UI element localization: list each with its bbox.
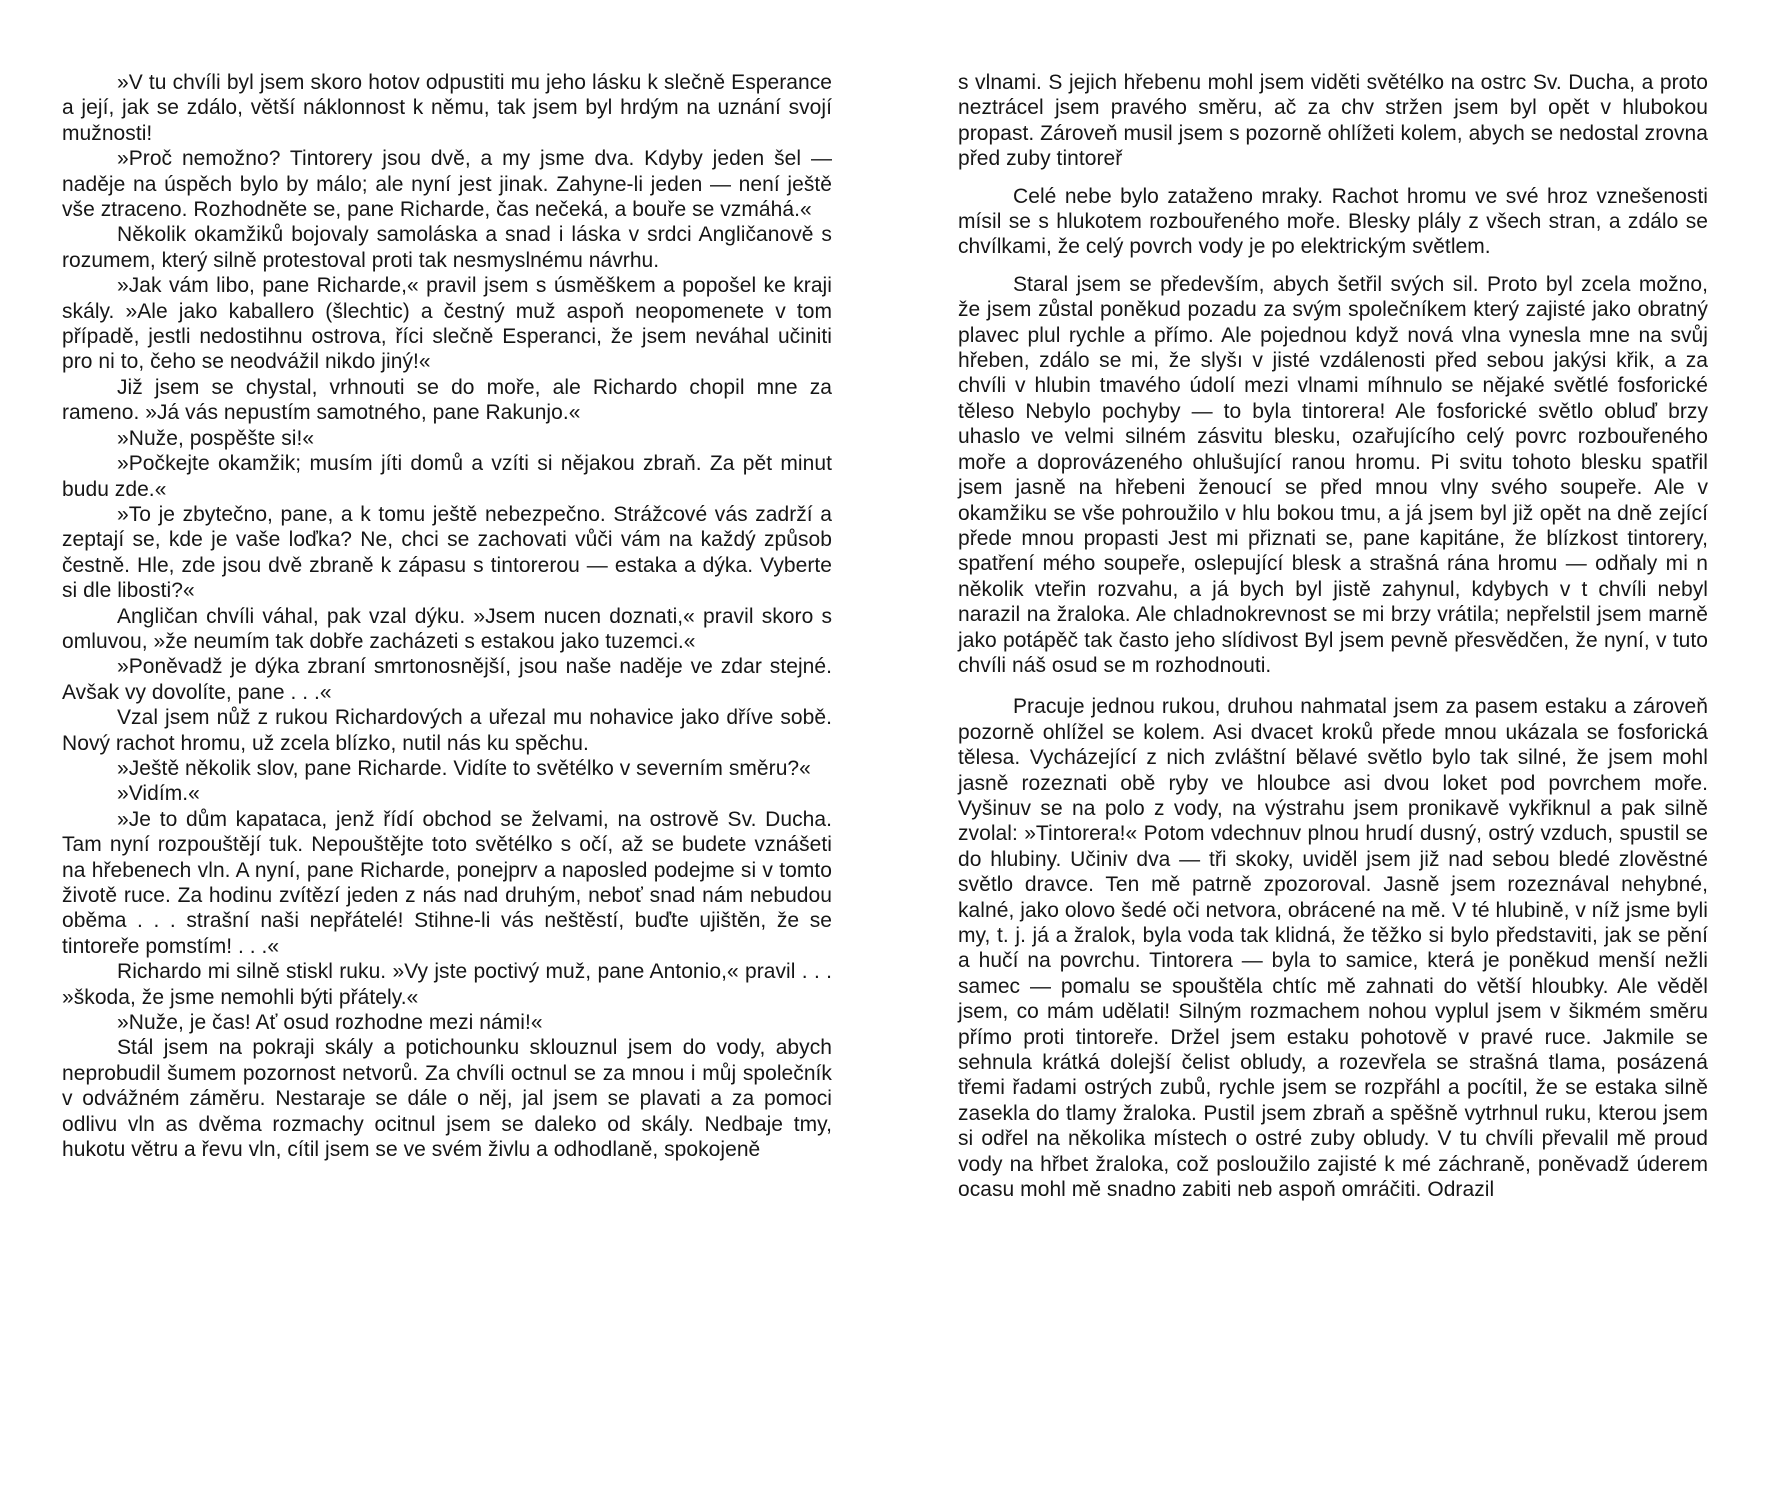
right-page [888, 0, 1776, 1500]
paragraph: »Proč nemožno? Tintorery jsou dvě, a my jsme dva. Kdyby jeden šel — naděje na úspěch bylo by málo; ale nyní jest jinak. Zahyne-li jeden — není ještě vše ztraceno. Rozhodněte se, pane Richarde, čas nečeká, a bouře se vzmáhá.« [62, 147, 832, 222]
paragraph: Pracuje jednou rukou, druhou nahmatal jsem za pasem estaku a zároveň pozorně ohlížel se kolem. Asi dvacet kroků přede mnou ukázala se fosforická tělesa. Vycházející z nich zvláštní bělavé světlo bylo tak silné, že jsem mohl jasně rozeznati obě ryby ve hloubce asi dvou loket pod povrchem moře. Vyšinuv se na polo z vody, na výstrahu jsem pronikavě vykřiknul a pak silně zvolal: »Tintorera!« Potom vdechnuv plnou hrudí dusný, ostrý vzduch, spustil se do hlubiny. Učiniv dva — tři skoky, uviděl jsem již nad sebou bledé zlověstné světlo dravce. Ten mě patrně zpozoroval. Jasně jsem rozeznával nehybné, kalné, jako olovo šedé oči netvora, obrácené na mě. V té hlubině, v níž jsme byli my, t. j. já a žralok, byla voda tak klidná, že těžko si bylo představiti, jak se pění a hučí na povrchu. Tintorera — byla to samice, která je poněkud menší nežli samec — pomalu se spouštěla chtíc mě zahnati do větší hloubky. Ale věděl jsem, co mám udělati! Silným rozmachem nohou vyplul jsem v šikmém směru přímo proti tintoreře. Držel jsem estaku pohotově v pravé ruce. Jakmile se sehnula krátká dolejší čelist obludy, a rozevřela se strašná tlama, posázená třemi řadami ostrých zubů, rychle jsem se rozpřáhl a pocítil, že se estaka silně zasekla do tlamy žraloka. Pustil jsem zbraň a spěšně vytrhnul ruku, kterou jsem si odřel na několika místech o ostré zuby obludy. V tu chvíli převalil mě proud vody na hřbet žraloka, což posloužilo zajisté k mé záchraně, poněvadž úderem ocasu mohl mě snadno zabiti neb aspoň omráčiti. Odrazil [958, 695, 1708, 1202]
paragraph: »Nuže, pospěšte si!« [117, 426, 315, 450]
paragraph: »Ještě několik slov, pane Richarde. Vidíte to světélko v severním směru?« [117, 756, 811, 780]
paragraph: »Poněvadž je dýka zbraní smrtonosnější, jsou naše naděje ve zdar stejné. Avšak vy dovolíte, pane . . .« [62, 655, 832, 704]
paragraph: Celé nebe bylo zataženo mraky. Rachot hromu ve své hroz vznešenosti mísil se s hlukotem rozbouřeného moře. Blesky plály z všech stran, a zdálo se chvílkami, že celý povrch vody je po elektrickým světlem. [958, 184, 1708, 259]
paragraph: Stál jsem na pokraji skály a potichounku sklouznul jsem do vody, abych neprobudil šumem pozornost netvorů. Za chvíli octnul se za mnou i můj společník v odvážném záměru. Nestaraje se dále o něj, jal jsem se plavati a za pomoci odlivu vln as dvěma rozmachy ocitnul jsem se daleko od skály. Nedbaje tmy, hukotu větru a řevu vln, cítil jsem se ve svém živlu a odhodlaně, spokojeně [62, 1036, 832, 1162]
paragraph: »Počkejte okamžik; musím jíti domů a vzíti si nějakou zbraň. Za pět minut budu zde.« [62, 452, 832, 501]
paragraph: »Jak vám libo, pane Richarde,« pravil jsem s úsměškem a popošel ke kraji skály. »Ale jako kaballero (šlechtic) a čestný muž aspoň neopomenete v tom případě, jestli nedostihnu ostrova, říci slečně Esperanci, že jsem neváhal učiniti pro ni to, čeho se neodvážil nikdo jiný!« [62, 274, 832, 374]
paragraph: Již jsem se chystal, vrhnouti se do moře, ale Richardo chopil mne za rameno. »Já vás nepustím samotného, pane Rakunjo.« [62, 375, 832, 425]
paragraph: Staral jsem se především, abych šetřil svých sil. Proto byl zcela možno, že jsem zůstal poněkud pozadu za svým společníkem který zajisté jako obratný plavec plul rychle a přímo. Ale pojednou když nová vlna vynesla mne na svůj hřeben, zdálo se mi, že slyšı v jisté vzdálenosti před sebou jakýsi křik, a za chvíli v hlubin tmavého údolí mezi vlnami míhnulo se nějaké světlé fosforické těleso Nebylo pochyby — to byla tintorera! Ale fosforické světlo obluď brzy uhaslo ve velmi silném zásvitu blesku, ozařujícího celý povrc rozbouřeného moře a doprovázeného ohlušující ranou hromu. Pi svitu tohoto blesku spatřil jsem jasně na hřebeni ženoucí se před mnou vlny svého soupeře. Ale v okamžiku se vše pohroužilo v hlu bokou tmu, a já jsem byl již opět na dně zející přede mnou propasti Jest mi přiznati se, pane kapitáne, že blízkost tintorery, spatření mého soupeře, oslepující blesk a strašná rána hromu — odňaly mi n několik vteřin rozvahu, a já bych byl jistě zahynul, kdybych v t chvíli nebyl narazil na žraloka. Ale chladnokrevnost se mi brzy vrátila; nepřelstil jsem marně jako potápěč tak často jeho slídivost Byl jsem pevně přesvědčen, že nyní, v tuto chvíli náš osud se m rozhodnouti. [958, 272, 1708, 677]
paragraph: »To je zbytečno, pane, a k tomu ještě nebezpečno. Strážcové vás zadrží a zeptají se, kde je vaše loďka? Ne, chci se zachovati vůči vám na každý způsob čestně. Hle, zde jsou dvě zbraně k zápasu s tintorerou — estaka a dýka. Vyberte si dle libosti?« [62, 502, 832, 603]
paragraph: Richardo mi silně stiskl ruku. »Vy jste poctivý muž, pane Antonio,« pravil . . . »škoda, že jsme nemohli býti přátely.« [62, 960, 832, 1009]
paragraph: »Je to dům kapataca, jenž řídí obchod se želvami, na ostrově Sv. Ducha. Tam nyní rozpouštějí tuk. Nepouštějte toto světélko s očí, až se budete vznášeti na hřebenech vln. A nyní, pane Richarde, ponejprv a naposled podejme si v tomto životě ruce. Za hodinu zvítězí jeden z nás nad druhým, neboť snad nám nebudou oběma . . . strašní naši nepřátelé! Stihne-li vás neštěstí, buďte ujištěn, že se tintoreře pomstím! . . .« [62, 807, 832, 958]
paragraph: »Vidím.« [117, 782, 200, 806]
paragraph: »Nuže, je čas! Ať osud rozhodne mezi námi!« [117, 1011, 543, 1035]
right-text-column [958, 70, 1708, 1202]
left-text-column [62, 70, 832, 1162]
paragraph: s vlnami. S jejich hřebenu mohl jsem viděti světélko na ostrc Sv. Ducha, a proto neztrácel jsem pravého směru, ač za chv stržen jsem byl opět v hlubokou propast. Zároveň musil jsem s pozorně ohlížeti kolem, abych se nedostal zrovna před zuby tintoreř [958, 71, 1708, 171]
paragraph: Několik okamžiků bojovaly samoláska a snad i láska v srdci Angličanově s rozumem, který silně protestoval proti tak nesmyslnému návrhu. [62, 223, 832, 272]
paragraph: Angličan chvíli váhal, pak vzal dýku. »Jsem nucen doznati,« pravil skoro s omluvou, »že neumím tak dobře zacházeti s estakou jako tuzemci.« [62, 604, 832, 653]
paragraph: Vzal jsem nůž z rukou Richardových a uřezal mu nohavice jako dříve sobě. Nový rachot hromu, už zcela blízko, nutil nás ku spěchu. [62, 706, 832, 755]
paragraph: »V tu chvíli byl jsem skoro hotov odpustiti mu jeho lásku k slečně Esperance a její, jak se zdálo, větší náklonnost k němu, tak jsem byl hrdým na uznání svojí mužnosti! [62, 71, 832, 145]
